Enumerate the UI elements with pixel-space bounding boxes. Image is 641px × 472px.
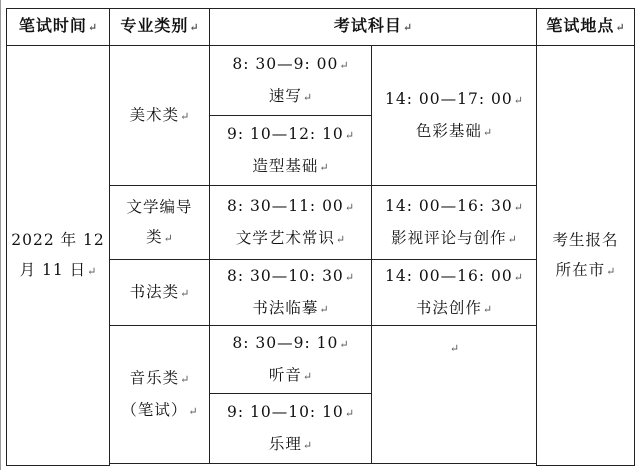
exam-schedule-table (6, 8, 635, 466)
subject-music-afternoon-empty: ↵ (372, 326, 537, 464)
table-row (7, 46, 635, 116)
header-location: 笔试地点↵ (537, 9, 635, 46)
location-cell: 考生报名 所在市↵ (537, 46, 635, 466)
header-subjects: 考试科目↵ (210, 9, 537, 46)
subject-modeling: 9: 10—12: 10↵ 造型基础↵ (210, 116, 372, 186)
subject-color: 14: 00—17: 00↵ 色彩基础↵ (372, 46, 537, 186)
subject-lit-knowledge: 8: 30—11: 00↵ 文学艺术常识↵ (210, 186, 372, 260)
header-date: 笔试时间↵ (7, 9, 110, 46)
category-art: 美术类↵ (110, 46, 210, 186)
subject-film: 14: 00—16: 30↵ 影视评论与创作↵ (372, 186, 537, 260)
subject-listening: 8: 30—9: 10↵ 听音↵ (210, 326, 372, 394)
header-row (7, 9, 635, 46)
category-music: 音乐类↵ （笔试）↵ (110, 326, 210, 464)
category-literature: 文学编导 类↵ (110, 186, 210, 260)
date-cell: 2022 年 12 月 11 日↵ (7, 46, 110, 466)
subject-sketch: 8: 30—9: 00↵ 速写↵ (210, 46, 372, 116)
subject-copying: 8: 30—10: 30↵ 书法临摹↵ (210, 260, 372, 326)
subject-theory: 9: 10—10: 10↵ 乐理↵ (210, 394, 372, 464)
subject-calligraphy-creation: 14: 00—16: 00↵ 书法创作↵ (372, 260, 537, 326)
header-category: 专业类别↵ (110, 9, 210, 46)
category-calligraphy: 书法类↵ (110, 260, 210, 326)
